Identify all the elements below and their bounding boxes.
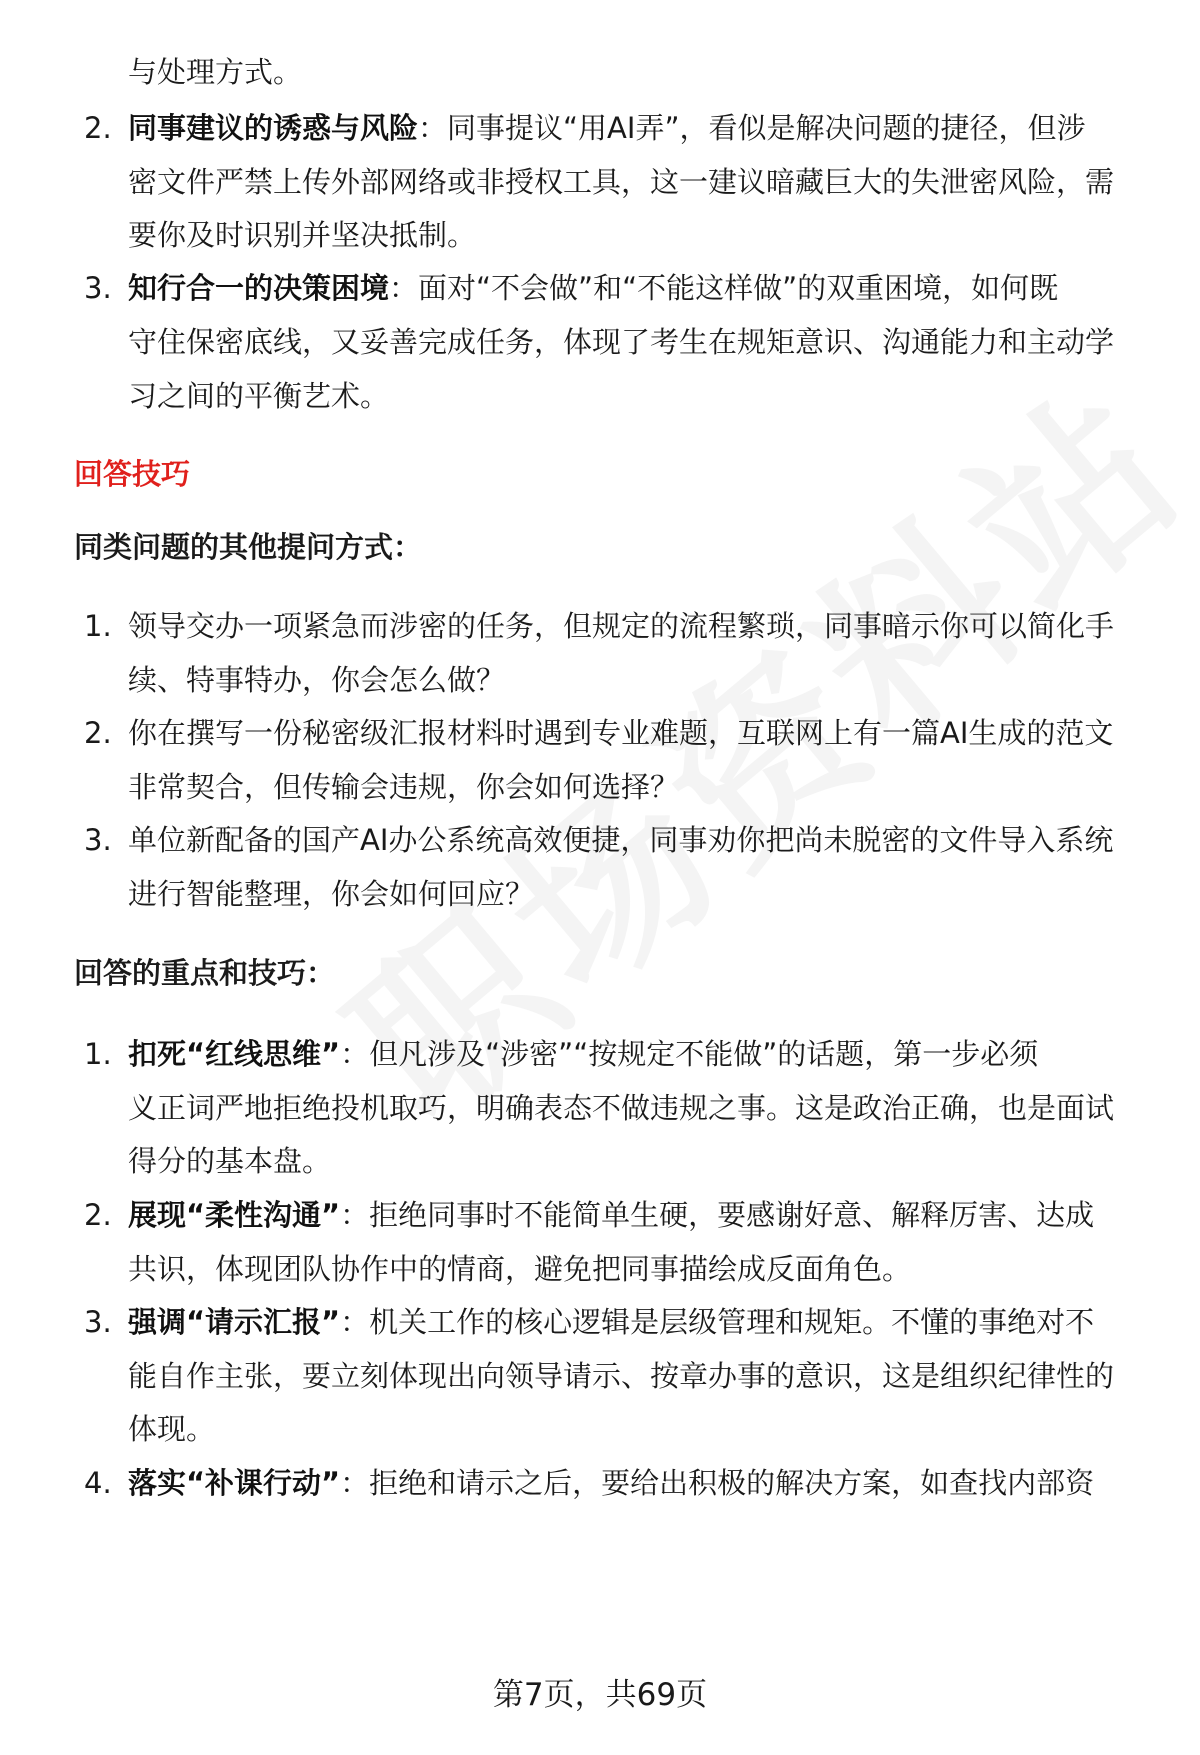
- item-text-line: 能自作主张，要立刻体现出向领导请示、按章办事的意识，这是组织纪律性的: [128, 1359, 1115, 1393]
- item-bold-title: 强调“请示汇报”: [128, 1305, 341, 1339]
- list-item-number: 1.: [84, 609, 112, 643]
- list-item-number: 2.: [84, 1198, 112, 1232]
- item-separator: ：: [340, 1466, 370, 1500]
- item-bold-title: 同事建议的诱惑与风险: [128, 111, 419, 145]
- item-text-line: 习之间的平衡艺术。: [128, 379, 390, 413]
- item-bold-title: 落实“补课行动”: [128, 1466, 341, 1500]
- item-text-line: 拒绝和请示之后，要给出积极的解决方案，如查找内部资: [369, 1466, 1095, 1500]
- item-text-line: 义正词严地拒绝投机取巧，明确表态不做违规之事。这是政治正确，也是面试: [128, 1091, 1115, 1125]
- item-bold-title: 扣死“红线思维”: [128, 1037, 341, 1071]
- question-line: 你在撰写一份秘密级汇报材料时遇到专业难题，互联网上有一篇AI生成的范文: [128, 716, 1114, 750]
- item-separator: ：: [340, 1305, 370, 1339]
- item-text-line: 但凡涉及“涉密”“按规定不能做”的话题，第一步必须: [369, 1037, 1039, 1071]
- list-item: [128, 1463, 1094, 1503]
- item-bold-title: 知行合一的决策困境: [128, 271, 390, 305]
- item-separator: ：: [340, 1037, 370, 1071]
- list-item: [128, 1195, 1094, 1235]
- item-text-line: 共识，体现团队协作中的情商，避免把同事描绘成反面角色。: [128, 1252, 912, 1286]
- question-line: 单位新配备的国产AI办公系统高效便捷，同事劝你把尚未脱密的文件导入系统: [128, 823, 1114, 857]
- list-item: [128, 268, 1058, 308]
- item-text-line: 面对“不会做”和“不能这样做”的双重困境，如何既: [418, 271, 1059, 305]
- list-item-number: 4.: [84, 1466, 112, 1500]
- item-text-line: 体现。: [128, 1412, 216, 1446]
- item-text-line: 得分的基本盘。: [128, 1144, 332, 1178]
- list-item: [128, 1034, 1038, 1074]
- page-number-footer: 第7页，共69页: [492, 1677, 708, 1713]
- subsection-title: 同类问题的其他提问方式：: [74, 530, 423, 564]
- item-text-line: 守住保密底线，又妥善完成任务，体现了考生在规矩意识、沟通能力和主动学: [128, 325, 1115, 359]
- list-item-number: 1.: [84, 1037, 112, 1071]
- item-text-line: 要你及时识别并坚决抵制。: [128, 218, 477, 252]
- item-text-line: 密文件严禁上传外部网络或非授权工具，这一建议暗藏巨大的失泄密风险，需: [128, 165, 1115, 199]
- question-line: 领导交办一项紧急而涉密的任务，但规定的流程繁琐，同事暗示你可以简化手: [128, 609, 1115, 643]
- question-line: 非常契合，但传输会违规，你会如何选择？: [128, 770, 680, 804]
- list-item-number: 3.: [84, 271, 112, 305]
- item-text-line: 同事提议“用AI弄”，看似是解决问题的捷径，但涉: [447, 111, 1086, 145]
- subsection-title: 回答的重点和技巧：: [74, 956, 336, 990]
- continuation-text: 与处理方式。: [128, 55, 303, 89]
- item-separator: ：: [340, 1198, 370, 1232]
- list-item: [128, 108, 1085, 148]
- question-line: 续、特事特办，你会怎么做？: [128, 663, 506, 697]
- list-item: [128, 1302, 1094, 1342]
- section-title: 回答技巧: [74, 457, 191, 491]
- question-line: 进行智能整理，你会如何回应？: [128, 877, 535, 911]
- list-item-number: 2.: [84, 716, 112, 750]
- item-bold-title: 展现“柔性沟通”: [128, 1198, 341, 1232]
- list-item-number: 2.: [84, 111, 112, 145]
- item-separator: ：: [389, 271, 419, 305]
- list-item-number: 3.: [84, 1305, 112, 1339]
- item-text-line: 机关工作的核心逻辑是层级管理和规矩。不懂的事绝对不: [369, 1305, 1095, 1339]
- item-text-line: 拒绝同事时不能简单生硬，要感谢好意、解释厉害、达成: [369, 1198, 1095, 1232]
- item-separator: ：: [418, 111, 448, 145]
- list-item-number: 3.: [84, 823, 112, 857]
